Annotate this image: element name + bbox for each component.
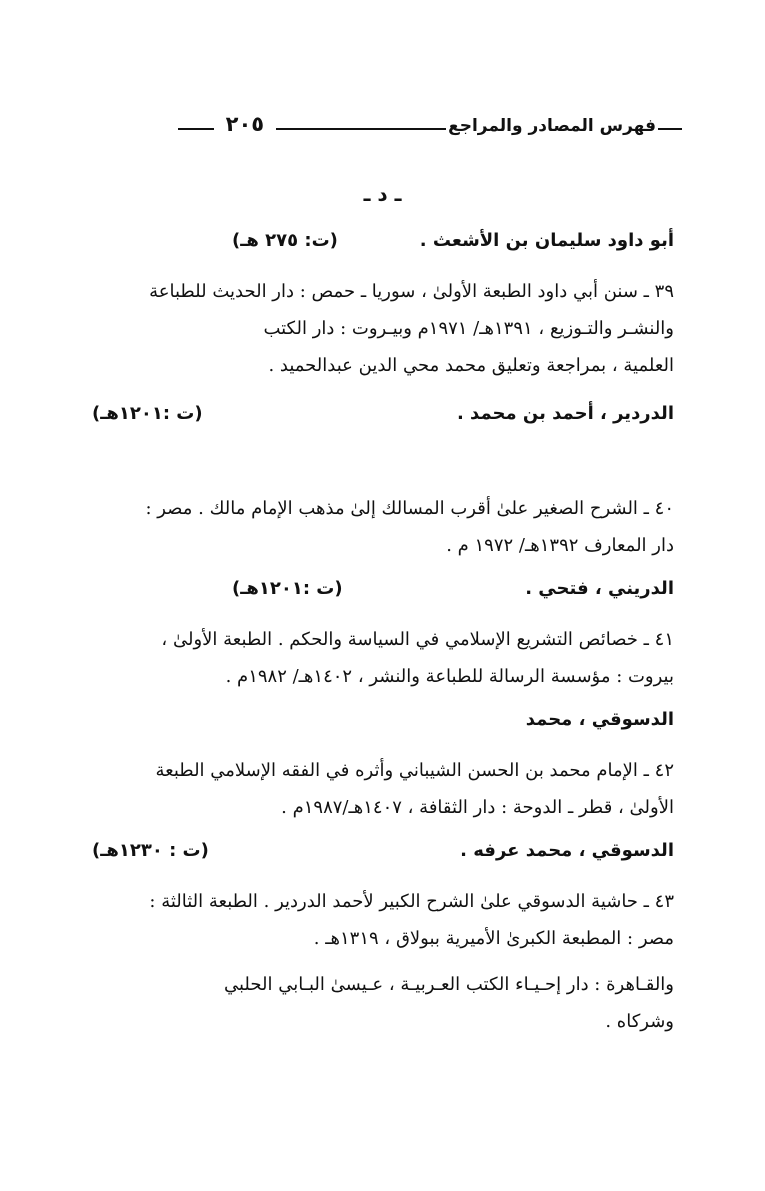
bibliography-entry [82, 490, 674, 564]
header-title: فهرس المصادر والمراجع [448, 116, 656, 136]
header-rule [658, 128, 682, 130]
author-name: الدسوقي ، محمد [525, 709, 674, 730]
header-rule [178, 128, 214, 130]
author-name: الدريني ، فتحي . [525, 578, 674, 599]
bibliography-entry [82, 273, 674, 384]
bibliography-entry [82, 621, 674, 695]
header-rule [276, 128, 446, 130]
page-number: ٢٠٥ [225, 112, 265, 136]
death-date: (ت : ١٢٣٠هـ) [92, 840, 209, 861]
entry-line: دار المعارف ١٣٩٢هـ/ ١٩٧٢ م . [446, 535, 674, 556]
author-name: الدردير ، أحمد بن محمد . [456, 403, 674, 424]
section-letter: ـ د ـ [363, 182, 402, 206]
entry-line: ٤٣ ـ حاشية الدسوقي علىٰ الشرح الكبير لأحمد الدردير . الطبعة الثالثة : [149, 891, 674, 912]
author-name: الدسوقي ، محمد عرفه . [460, 840, 674, 861]
entry-line: والنشـر والتـوزيع ، ١٣٩١هـ/ ١٩٧١م وبيـروت : دار الكتب [263, 318, 674, 339]
entry-line: ٤٠ ـ الشرح الصغير علىٰ أقرب المسالك إلىٰ مذهب الإمام مالك . مصر : [145, 498, 674, 519]
entry-line: ٣٩ ـ سنن أبي داود الطبعة الأولىٰ ، سوريا ـ حمص : دار الحديث للطباعة [149, 281, 674, 302]
death-date: (ت :١٢٠١هـ) [232, 578, 343, 599]
entry-line: والقـاهرة : دار إحـيـاء الكتب العـربيـة ، عـيسىٰ البـابي الحلبي [224, 974, 674, 995]
bibliography-entry [82, 883, 674, 957]
entry-line: العلمية ، بمراجعة وتعليق محمد محي الدين عبدالحميد . [268, 355, 674, 376]
author-name: أبو داود سليمان بن الأشعث . [419, 230, 674, 251]
entry-line: ٤٢ ـ الإمام محمد بن الحسن الشيباني وأثره في الفقه الإسلامي الطبعة [155, 760, 674, 781]
entry-line: ٤١ ـ خصائص التشريع الإسلامي في السياسة والحكم . الطبعة الأولىٰ ، [161, 629, 674, 650]
entry-line: الأولىٰ ، قطر ـ الدوحة : دار الثقافة ، ١٤٠٧هـ/١٩٨٧م . [281, 797, 674, 818]
entry-continuation [82, 966, 674, 1040]
death-date: (ت: ٢٧٥ هـ) [232, 230, 338, 251]
bibliography-entry [82, 752, 674, 826]
entry-line: وشركاه . [605, 1011, 674, 1032]
entry-line: مصر : المطبعة الكبرىٰ الأميرية ببولاق ، ١٣١٩هـ . [313, 928, 674, 949]
running-head [82, 106, 682, 136]
entry-line: بيروت : مؤسسة الرسالة للطباعة والنشر ، ١٤٠٢هـ/ ١٩٨٢م . [225, 666, 674, 687]
death-date: (ت :١٢٠١هـ) [92, 403, 203, 424]
